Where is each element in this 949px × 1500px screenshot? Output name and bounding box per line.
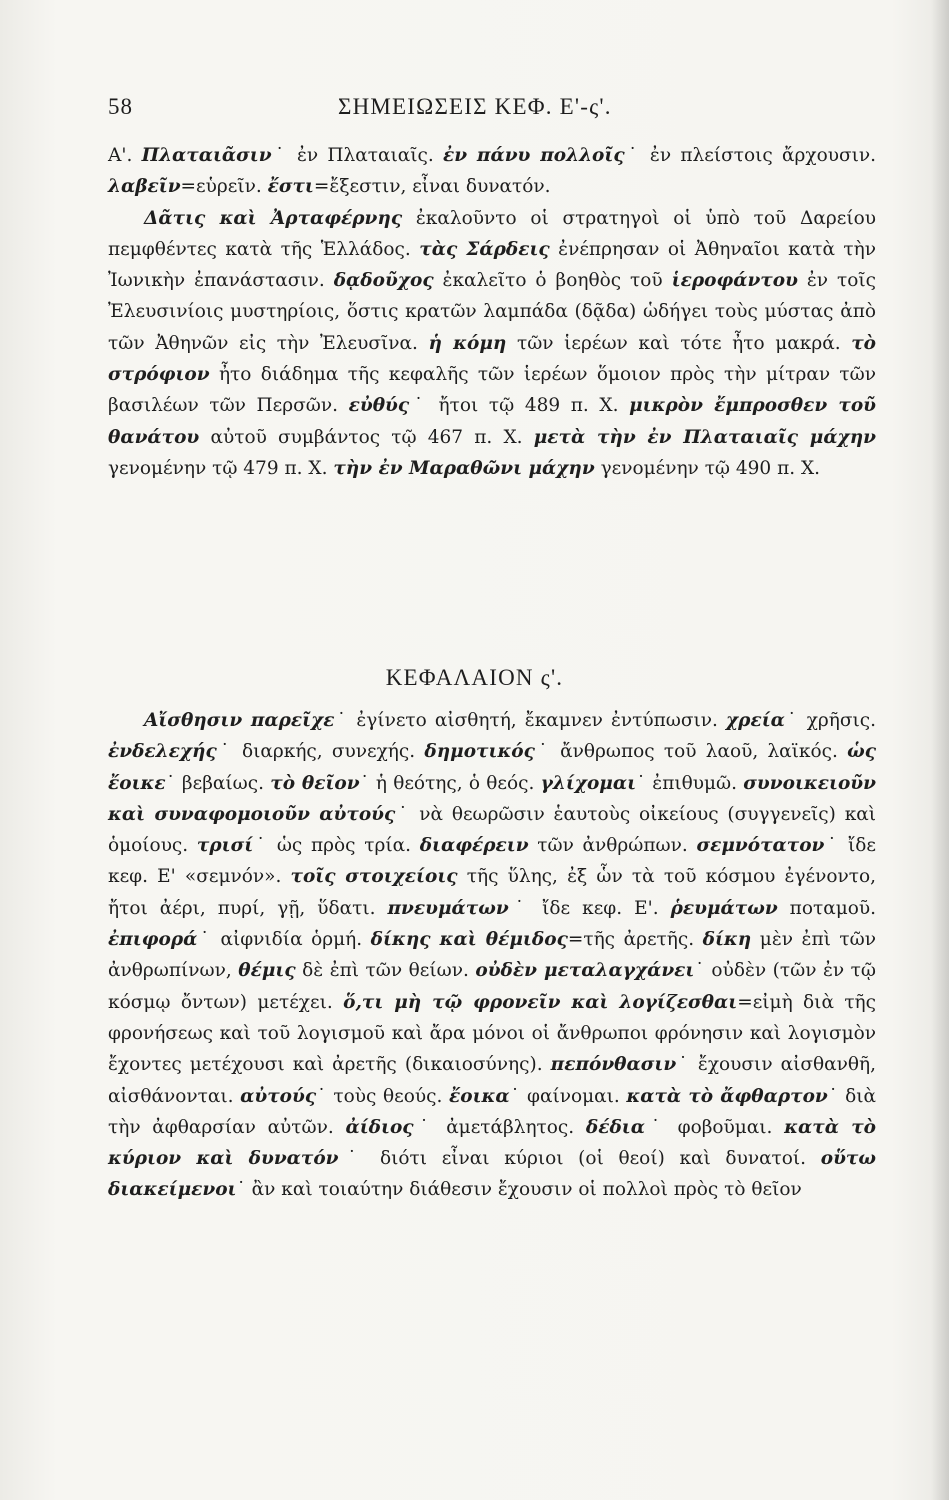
lemma: ὡς ἔοικε: [108, 741, 877, 794]
page-header: [108, 94, 868, 124]
gloss-text: ˙ ἴδε κεφ. Ε'.: [508, 897, 671, 919]
gloss-text: ˙ χρῆσις.: [784, 710, 876, 731]
lemma: ὅ,τι μὴ τῷ φρονεῖν καὶ λογίζεσθαι: [343, 991, 738, 1013]
gloss-text: ˙ ἄνθρωπος τοῦ λαοῦ, λαϊκός.: [534, 741, 848, 763]
gloss-text: τῶν ἀνθρώπων.: [528, 835, 697, 857]
gloss-text: ποταμοῦ.: [777, 897, 876, 919]
lemma: κατὰ τὸ κύριον καὶ δυνατόν: [108, 1116, 877, 1170]
gloss-text: γενομένην τῷ 490 π. Χ.: [594, 457, 821, 479]
lemma: γλίχομαι: [540, 772, 637, 794]
lemma: ἐπιφορά: [108, 929, 198, 951]
running-head: ΣΗΜΕΙΩΣΕΙΣ ΚΕΦ. Ε'-ς'.: [338, 94, 612, 119]
notes-chapter-5: [108, 140, 876, 484]
note-paragraph: [108, 705, 876, 1206]
gloss-text: ˙ ἔχουσιν αἰσθανθῆ, αἰσθάνονται.: [108, 1054, 876, 1107]
lemma: Δᾶτις καὶ Ἀρταφέρνης: [144, 207, 403, 229]
lemma: τὸ στρόφιον: [108, 332, 877, 386]
gloss-text: ˙ ὡς πρὸς τρία.: [253, 835, 420, 857]
gloss-text: ˙ διὰ τὴν ἀφθαρσίαν αὐτῶν.: [108, 1085, 877, 1138]
lemma: κατὰ τὸ ἄφθαρτον: [626, 1085, 828, 1107]
lemma: ῥευμάτων: [670, 897, 778, 919]
lemma: θέμις: [238, 960, 296, 982]
lemma: μικρὸν ἔμπροσθεν τοῦ θανάτου: [108, 395, 877, 448]
gloss-text: =εὑρεῖν.: [180, 176, 268, 198]
gloss-text: =εἰμὴ διὰ τῆς φρονήσεως καὶ τοῦ λογισμοῦ καὶ ἄρα μόνοι οἱ ἄνθρωποι φρόνησιν καὶ λογισμὸν ἔχοντες μετέχουσι καὶ ἀρετῆς (δικαιοσύνης).: [108, 991, 876, 1076]
page-number: 58: [108, 94, 133, 119]
gloss-text: ἐν τοῖς Ἐλευσινίοις μυστηρίοις, ὅστις κρατῶν λαμπάδα (δᾷδα) ὡδήγει τοὺς μύστας ἀπὸ τῶν Ἀθηνῶν εἰς τὴν Ἐλευσῖνα.: [108, 270, 876, 354]
note-paragraph: [108, 140, 876, 203]
gloss-text: ˙ φαίνομαι.: [509, 1085, 627, 1107]
gloss-text: ˙ ἴδε κεφ. Ε' «σεμνόν».: [108, 835, 877, 888]
lemma: πνευμάτων: [387, 897, 509, 919]
gloss-text: ˙ ἐν πλείστοις ἄρχουσιν.: [624, 145, 876, 166]
lemma: ἐνδελεχής: [108, 741, 217, 763]
gloss-text: ˙ ἂν καὶ τοιαύτην διάθεσιν ἔχουσιν οἱ πολλοὶ πρὸς τὸ θεῖον: [236, 1179, 802, 1201]
gloss-text: μὲν ἐπὶ τῶν ἀνθρωπίνων,: [108, 929, 876, 982]
lemma: ἐν πάνυ πολλοῖς: [443, 145, 625, 166]
lemma: ἡ κόμη: [428, 332, 507, 354]
gloss-text: ˙ τοὺς θεούς.: [316, 1085, 450, 1107]
gloss-text: γενομένην τῷ 479 π. Χ.: [108, 457, 334, 479]
gloss-text: ˙ ἤτοι τῷ 489 π. Χ.: [409, 395, 630, 417]
lemma: τρισί: [196, 835, 254, 857]
gloss-text: ˙ ἀμετάβλητος.: [413, 1116, 586, 1138]
lemma: χρεία: [725, 710, 785, 731]
lemma: οὕτω διακείμενοι: [108, 1148, 876, 1201]
gloss-text: τῆς ὕλης, ἐξ ὧν τὰ τοῦ κόσμου ἐγένοντο, ἤτοι ἀέρι, πυρί, γῇ, ὕδατι.: [108, 866, 876, 919]
lemma: τὸ θεῖον: [270, 772, 360, 794]
lemma: πεπόνθασιν: [550, 1054, 677, 1076]
lemma: τὴν ἐν Μαραθῶνι μάχην: [333, 457, 595, 479]
lemma: τὰς Σάρδεις: [419, 238, 550, 260]
gloss-text: ἐκαλεῖτο ὁ βοηθὸς τοῦ: [433, 270, 672, 292]
lemma: τοῖς στοιχείοις: [290, 866, 458, 888]
gloss-text: ἐνέπρησαν οἱ Ἀθηναῖοι κατὰ τὴν Ἰωνικὴν ἐπανάστασιν.: [108, 238, 876, 292]
lemma: ἔοικα: [449, 1085, 510, 1107]
lemma: συνοικειοῦν καὶ συναφομοιοῦν αὐτούς: [108, 772, 876, 825]
lemma: μετὰ τὴν ἐν Πλαταιαῖς μάχην: [533, 426, 877, 448]
page-spine-shadow: [931, 0, 949, 1500]
gloss-text: ˙ βεβαίως.: [165, 772, 271, 794]
gloss-text: ˙ ἐν Πλαταιαῖς.: [271, 145, 443, 166]
gloss-text: ˙ ἐγίνετο αἰσθητή, ἔκαμνεν ἐντύπωσιν.: [334, 710, 726, 731]
note-paragraph: [108, 203, 876, 485]
gloss-text: αὐτοῦ συμβάντος τῷ 467 π. Χ.: [199, 426, 534, 448]
lemma: Αἴσθησιν παρεῖχε: [144, 710, 335, 731]
gloss-text: ˙ αἰφνιδία ὁρμή.: [197, 929, 371, 951]
notes-chapter-6: [108, 705, 876, 1206]
gloss-text: =ἔξεστιν, εἶναι δυνατόν.: [313, 176, 551, 198]
lemma: δίκης καὶ θέμιδος: [370, 929, 568, 951]
lemma: αὐτούς: [240, 1085, 317, 1107]
lemma: ἱεροφάντου: [671, 270, 798, 292]
gloss-text: ˙ διότι εἶναι κύριοι (οἱ θεοί) καὶ δυνατοί.: [338, 1148, 821, 1170]
lemma: οὐδὲν μεταλαγχάνει: [475, 960, 695, 982]
gloss-text: ˙ νὰ θεωρῶσιν ἑαυτοὺς οἰκείους (συγγενεῖς) καὶ ὁμοίους.: [108, 803, 876, 857]
gloss-text: τῶν ἱερέων καὶ τότε ἦτο μακρά.: [506, 332, 852, 354]
gloss-text: Α'.: [108, 145, 142, 166]
gloss-text: ˙ οὐδὲν (τῶν ἐν τῷ κόσμῳ ὄντων) μετέχει.: [108, 960, 876, 1013]
gloss-text: ˙ ἡ θεότης, ὁ θεός.: [359, 772, 541, 794]
lemma: εὐθύς: [348, 395, 410, 417]
lemma: διαφέρειν: [419, 835, 529, 857]
lemma: ἀίδιος: [345, 1116, 414, 1138]
gloss-text: ˙ διαρκής, συνεχής.: [216, 741, 425, 763]
gloss-text: ἦτο διάδημα τῆς κεφαλῆς τῶν ἱερέων ὅμοιον πρὸς τὴν μίτραν τῶν βασιλέων τῶν Περσῶν.: [108, 364, 876, 417]
lemma: λαβεῖν: [108, 176, 181, 198]
gloss-text: ἐκαλοῦντο οἱ στρατηγοὶ οἱ ὑπὸ τοῦ Δαρείου πεμφθέντες κατὰ τῆς Ἑλλάδος.: [108, 207, 876, 260]
gloss-text: ˙ φοβοῦμαι.: [644, 1116, 785, 1138]
lemma: ἔστι: [267, 176, 314, 198]
lemma: δέδια: [585, 1116, 645, 1138]
lemma: δημοτικός: [424, 741, 535, 763]
gloss-text: =τῆς ἀρετῆς.: [567, 929, 703, 951]
lemma: δᾳδοῦχος: [333, 270, 434, 292]
gloss-text: ˙ ἐπιθυμῶ.: [636, 772, 744, 794]
lemma: σεμνότατον: [696, 835, 825, 857]
lemma: Πλαταιᾶσιν: [141, 145, 272, 166]
gloss-text: δὲ ἐπὶ τῶν θείων.: [295, 960, 476, 982]
lemma: δίκη: [702, 929, 752, 951]
chapter-heading: ΚΕΦΑΛΑΙΟΝ ς'.: [385, 665, 564, 690]
